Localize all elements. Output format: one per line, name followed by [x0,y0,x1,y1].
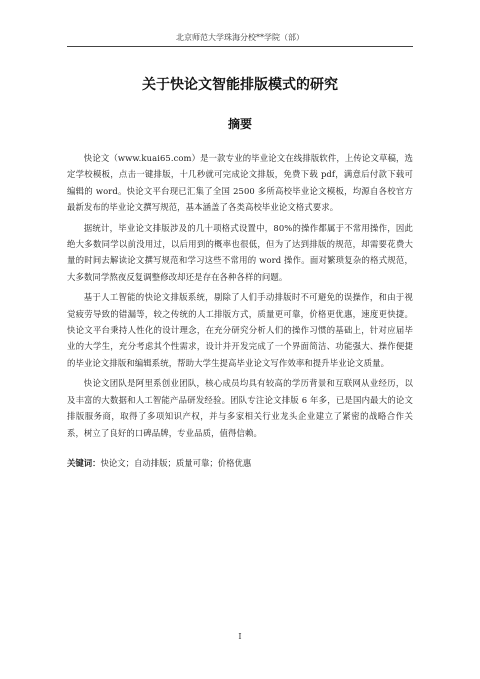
header-rule [67,46,413,47]
abstract-heading: 摘要 [227,117,252,131]
abstract-paragraph-4: 快论文团队是阿里系创业团队，核心成员均具有较高的学历背景和互联网从业经历，以及丰富的大数据和人工智能产品研发经验。团队专注论文排版 6 年多，已是国内最大的论文排版服务商，取得了多项知识产权，并与多家相关行业龙头企业建立了紧密的战略合作关系，树立了良好的口碑品牌，专业品质，值得信赖。 [67,378,413,438]
keywords-line [67,455,413,471]
abstract-paragraph-3: 基于人工智能的快论文排版系统，剔除了人们手动排版时不可避免的误操作，和由于视觉疲劳导致的错漏等，较之传统的人工排版方式，质量更可靠，价格更优惠，速度更快捷。快论文平台秉持人性化的设计理念，在充分研究分析人们的操作习惯的基础上，针对应届毕业的大学生，充分考虑其个性需求，设计并开发完成了一个界面简洁、功能强大、操作便捷的毕业论文排版和编辑系统，帮助大学生提高毕业论文写作效率和提升毕业论文质量。 [67,292,413,368]
document-title: 关于快论文智能排版模式的研究 [142,77,338,93]
keywords-text: 快论文；自动排版；质量可靠；价格优惠 [100,457,252,468]
abstract-body [67,150,413,471]
keywords-label: 关键词： [67,457,101,468]
abstract-paragraph-2: 据统计，毕业论文排版涉及的几十项格式设置中，80%的操作都属于不常用操作，因此绝大多数同学以前没用过，以后用到的概率也很低，但为了达到排版的规范，却需要花费大量的时间去解读论文撰写规范和学习这些不常用的 word 操作。面对繁琐复杂的格式规范，大多数同学熬夜反复调整修改却还是存在各种各样的问题。 [67,222,413,282]
page-number: I [238,632,242,641]
running-header: 北京师范大学珠海分校**学院（部） [176,33,304,42]
abstract-paragraph-1: 快论文（www.kuai65.com）是一款专业的毕业论文在线排版软件，上传论文草稿，选定学校模板，点击一键排版，十几秒就可完成论文排版，免费下载 pdf，满意后付款下载可编辑的 word。快论文平台现已汇集了全国 2500 多所高校毕业论文模板，均源自各校官方最新发布的毕业论文撰写规范，基本涵盖了各类高校毕业论文格式要求。 [67,153,413,213]
